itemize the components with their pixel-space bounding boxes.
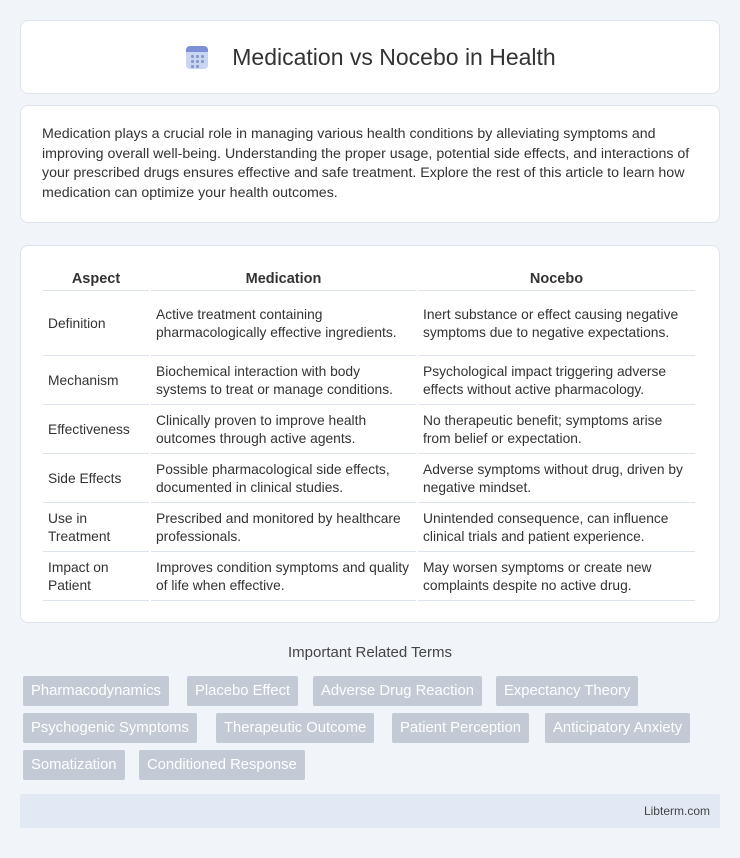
tag-pharmacodynamics[interactable]: Pharmacodynamics xyxy=(23,676,169,706)
cell-medication: Biochemical interaction with body systems to treat or manage conditions. xyxy=(151,358,416,405)
cell-aspect: Side Effects xyxy=(43,456,149,503)
table-row xyxy=(43,456,695,503)
cell-aspect: Mechanism xyxy=(43,358,149,405)
title-card xyxy=(20,20,720,94)
cell-nocebo: Unintended consequence, can influence clinical trials and patient experience. xyxy=(418,505,695,552)
cell-aspect: Effectiveness xyxy=(43,407,149,454)
tag-patient-perception[interactable]: Patient Perception xyxy=(392,713,529,743)
table-row xyxy=(43,293,695,356)
footer-site-link[interactable]: Libterm.com xyxy=(643,804,710,818)
related-terms-title: Important Related Terms xyxy=(288,644,452,661)
cell-aspect: Impact on Patient xyxy=(43,554,149,601)
cell-medication: Active treatment containing pharmacologically effective ingredients. xyxy=(151,293,416,356)
header-medication: Medication xyxy=(151,267,416,291)
comparison-card xyxy=(20,245,720,623)
header-nocebo: Nocebo xyxy=(418,267,695,291)
cell-medication: Clinically proven to improve health outcomes through active agents. xyxy=(151,407,416,454)
tag-adverse-drug-reaction[interactable]: Adverse Drug Reaction xyxy=(313,676,482,706)
comparison-table xyxy=(41,265,697,603)
cell-aspect: Use in Treatment xyxy=(43,505,149,552)
header-aspect: Aspect xyxy=(43,267,149,291)
tag-somatization[interactable]: Somatization xyxy=(23,750,125,780)
tag-therapeutic-outcome[interactable]: Therapeutic Outcome xyxy=(216,713,374,743)
tag-placebo-effect[interactable]: Placebo Effect xyxy=(187,676,298,706)
cell-nocebo: Adverse symptoms without drug, driven by negative mindset. xyxy=(418,456,695,503)
cell-medication: Possible pharmacological side effects, documented in clinical studies. xyxy=(151,456,416,503)
cell-nocebo: May worsen symptoms or create new complaints despite no active drug. xyxy=(418,554,695,601)
cell-aspect: Definition xyxy=(43,293,149,356)
table-row xyxy=(43,358,695,405)
footer xyxy=(20,794,720,828)
cell-nocebo: Psychological impact triggering adverse effects without active pharmacology. xyxy=(418,358,695,405)
cell-medication: Prescribed and monitored by healthcare professionals. xyxy=(151,505,416,552)
table-row xyxy=(43,407,695,454)
tag-expectancy-theory[interactable]: Expectancy Theory xyxy=(496,676,638,706)
table-row xyxy=(43,505,695,552)
tag-psychogenic-symptoms[interactable]: Psychogenic Symptoms xyxy=(23,713,197,743)
cell-nocebo: No therapeutic benefit; symptoms arise from belief or expectation. xyxy=(418,407,695,454)
table-row xyxy=(43,554,695,601)
calendar-icon xyxy=(184,44,210,70)
intro-paragraph: Medication plays a crucial role in managing various health conditions by alleviating symptoms and improving overall well-being. Understanding the proper usage, potential side effects, and interactions of your prescribed drugs ensures effective and safe treatment. Explore the rest of this article to learn how medication can optimize your health outcomes. xyxy=(42,126,690,201)
cell-nocebo: Inert substance or effect causing negative symptoms due to negative expectations. xyxy=(418,293,695,356)
table-header-row xyxy=(43,267,695,291)
page-title: Medication vs Nocebo in Health xyxy=(232,43,556,70)
cell-medication: Improves condition symptoms and quality of life when effective. xyxy=(151,554,416,601)
tag-conditioned-response[interactable]: Conditioned Response xyxy=(139,750,305,780)
intro-card xyxy=(20,105,720,223)
tag-anticipatory-anxiety[interactable]: Anticipatory Anxiety xyxy=(545,713,690,743)
